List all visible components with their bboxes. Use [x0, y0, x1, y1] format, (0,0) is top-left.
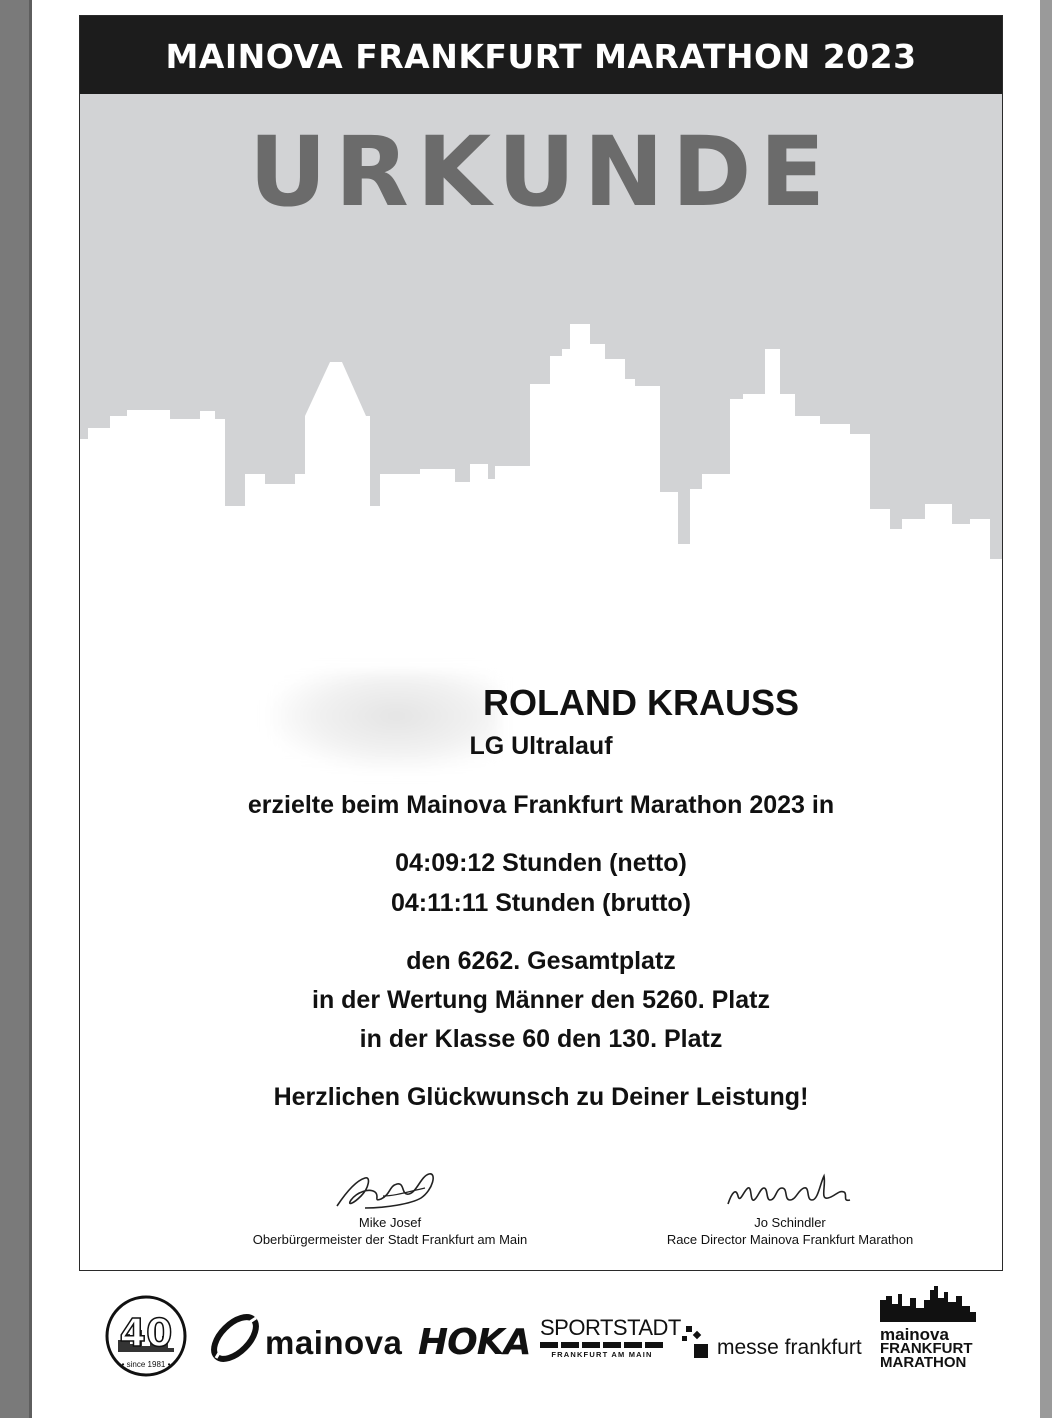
class-placement: in der Klasse 60 den 130. Platz [359, 1025, 723, 1053]
participant-name: ROLAND KRAUSS [482, 682, 799, 723]
anniversary-since: • since 1981 • [121, 1360, 171, 1369]
signatory-name-mayor: Mike Josef [358, 1215, 422, 1230]
participant-club: LG Ultralauf [469, 732, 613, 760]
handwritten-signature-mike-josef [325, 1166, 455, 1214]
messe-frankfurt-wordmark: messe frankfurt [717, 1336, 862, 1359]
overall-placement: den 6262. Gesamtplatz [406, 947, 676, 975]
gross-time: 04:11:11 Stunden (brutto) [390, 889, 692, 917]
result-intro: erzielte beim Mainova Frankfurt Marathon 2023 in [247, 791, 835, 819]
anniversary-40-badge [104, 1294, 188, 1378]
mainova-wordmark: mainova [265, 1324, 403, 1361]
hoka-logo: HOKA [418, 1322, 531, 1363]
signatory-role-mayor: Oberbürgermeister der Stadt Frankfurt am Main [252, 1232, 528, 1247]
messe-frankfurt-icon [682, 1324, 712, 1360]
sportstadt-wordmark: SPORTSTADT [540, 1315, 681, 1340]
gender-placement: in der Wertung Männer den 5260. Platz [312, 986, 770, 1014]
frankfurt-skyline-illustration [80, 324, 1003, 574]
viewer-left-margin [0, 0, 32, 1418]
sportstadt-stripe [540, 1342, 664, 1348]
signature-race-director [610, 1166, 970, 1248]
sponsor-logo-bar [102, 1284, 982, 1384]
frankfurt-marathon-skyline-icon [880, 1286, 976, 1322]
certificate-heading: URKUNDE [248, 116, 834, 228]
mainova-swoosh-icon [206, 1310, 264, 1366]
net-time: 04:09:12 Stunden (netto) [395, 849, 687, 877]
fm-marathon-text: MARATHON [880, 1354, 967, 1371]
frankfurt-marathon-logo [880, 1286, 976, 1370]
sportstadt-subtitle: FRANKFURT AM MAIN [551, 1350, 653, 1359]
fm-frankfurt-text: FRANKFURT [880, 1340, 973, 1357]
signature-mayor [210, 1166, 570, 1248]
event-title-bar: MAINOVA FRANKFURT MARATHON 2023 [80, 16, 1002, 94]
anniversary-number: 40 [119, 1311, 173, 1355]
handwritten-signature-jo-schindler [720, 1166, 860, 1214]
sportstadt-logo [540, 1315, 681, 1359]
signatory-role-race-director: Race Director Mainova Frankfurt Marathon [666, 1232, 914, 1247]
document-page [32, 0, 1040, 1418]
viewer-right-margin [1040, 0, 1052, 1418]
fm-mainova-text: mainova [880, 1325, 949, 1344]
certificate [79, 15, 1003, 1271]
congratulations: Herzlichen Glückwunsch zu Deiner Leistung! [273, 1083, 809, 1111]
signatory-name-race-director: Jo Schindler [754, 1215, 826, 1230]
